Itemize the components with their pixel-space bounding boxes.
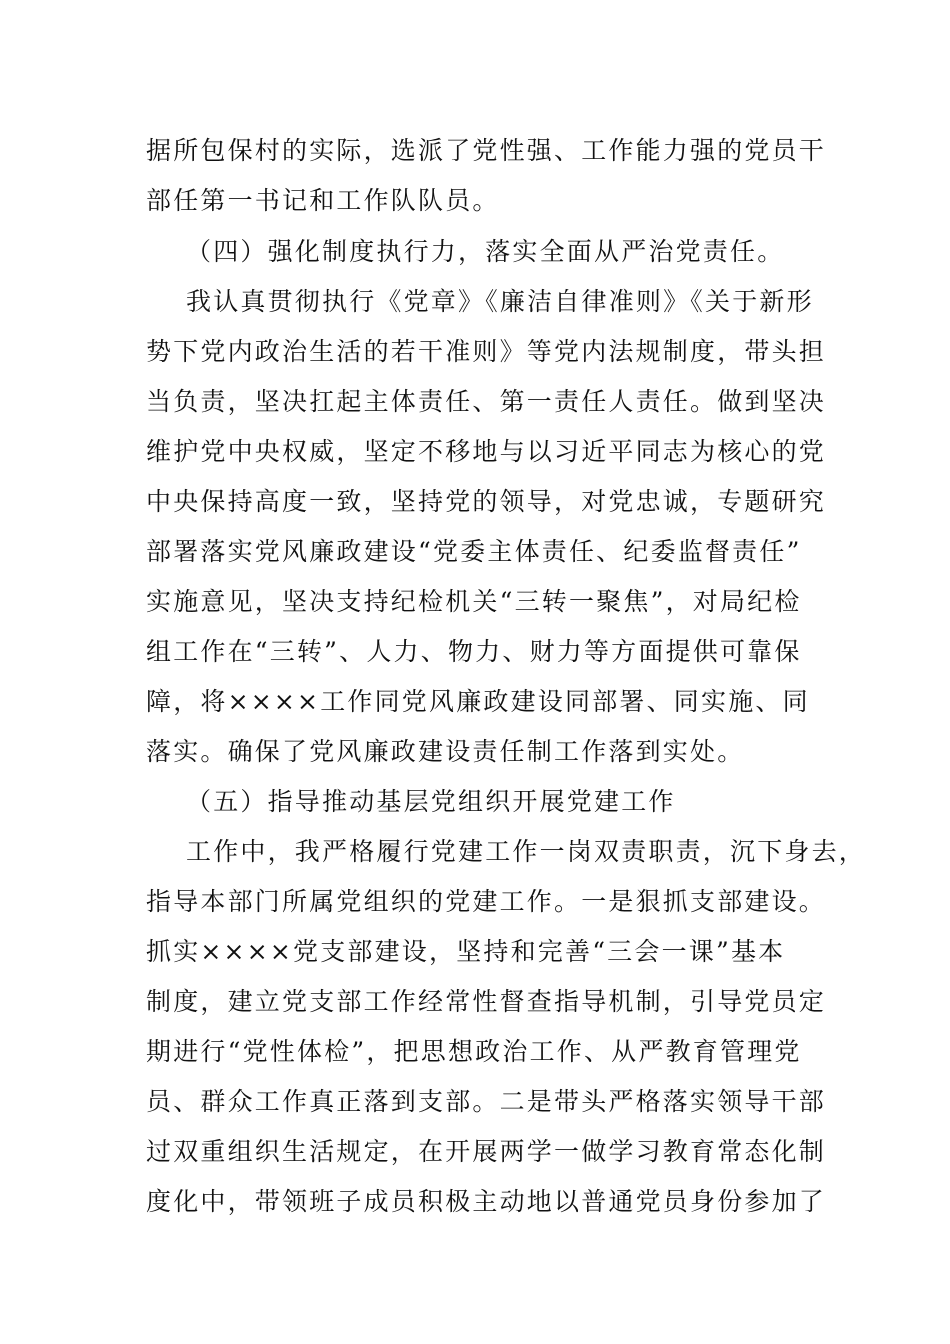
text-line: 指导本部门所属党组织的党建工作。一是狠抓支部建设。: [146, 887, 827, 916]
text-line: 势下党内政治生活的若干准则》等党内法规制度，带头担: [146, 337, 827, 366]
section-heading-5: （五）指导推动基层党组织开展党建工作: [186, 787, 676, 816]
section-heading-4: （四）强化制度执行力，落实全面从严治党责任。: [186, 237, 785, 266]
text-line: 我认真贯彻执行《党章》《廉洁自律准则》《关于新形: [186, 287, 814, 316]
text-line: 制度，建立党支部工作经常性督查指导机制，引导党员定: [146, 987, 827, 1016]
text-line: 工作中，我严格履行党建工作一岗双责职责，沉下身去，: [186, 837, 867, 866]
text-line: 过双重组织生活规定，在开展两学一做学习教育常态化制: [146, 1137, 827, 1166]
text-line: 期进行“党性体检”，把思想政治工作、从严教育管理党: [146, 1037, 802, 1066]
text-line: 组工作在“三转”、人力、物力、财力等方面提供可靠保: [146, 637, 802, 666]
text-line: 员、群众工作真正落到支部。二是带头严格落实领导干部: [146, 1087, 827, 1116]
text-line: 部署落实党风廉政建设“党委主体责任、纪委监督责任”: [146, 537, 802, 566]
text-line: 落实。确保了党风廉政建设责任制工作落到实处。: [146, 737, 745, 766]
text-line: 当负责，坚决扛起主体责任、第一责任人责任。做到坚决: [146, 387, 827, 416]
text-line: 实施意见，坚决支持纪检机关“三转一聚焦”，对局纪检: [146, 587, 802, 616]
text-line: 部任第一书记和工作队队员。: [146, 186, 500, 215]
text-line: 度化中，带领班子成员积极主动地以普通党员身份参加了: [146, 1187, 827, 1216]
text-line: 维护党中央权威，坚定不移地与以习近平同志为核心的党: [146, 437, 827, 466]
text-line: 据所包保村的实际，选派了党性强、工作能力强的党员干: [146, 136, 827, 165]
text-line: 中央保持高度一致，坚持党的领导，对党忠诚，专题研究: [146, 487, 827, 516]
text-line: 障，将××××工作同党风廉政建设同部署、同实施、同: [146, 687, 810, 716]
text-line: 抓实××××党支部建设，坚持和完善“三会一课”基本: [146, 937, 786, 966]
